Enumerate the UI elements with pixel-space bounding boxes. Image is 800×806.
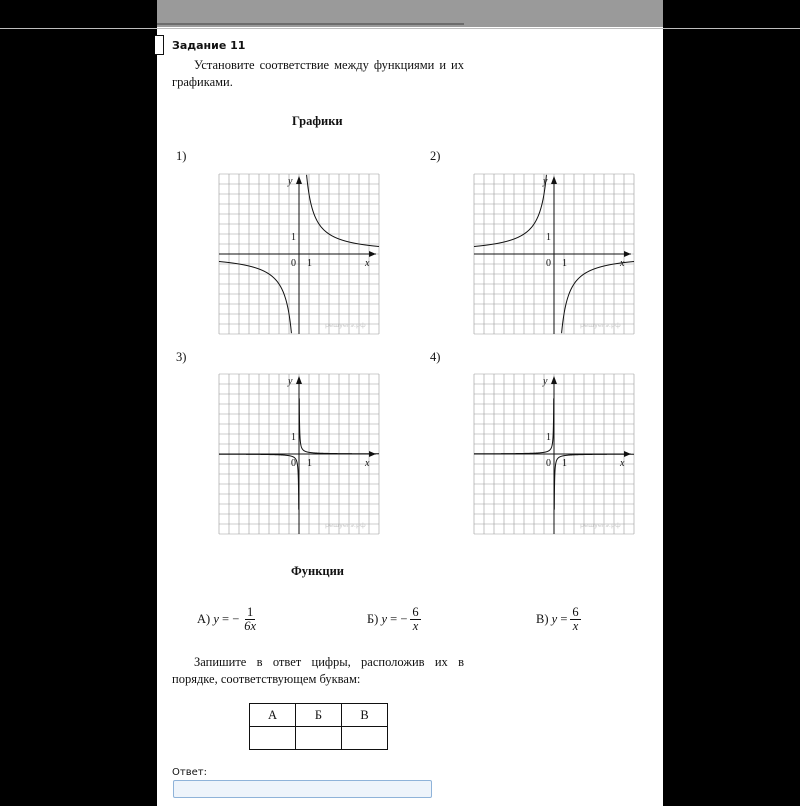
- fraction-numerator: 6: [412, 605, 419, 619]
- function-letter: В): [536, 612, 549, 626]
- function-v: [536, 606, 581, 633]
- function-eq: =: [560, 612, 568, 626]
- table-cell-v: [342, 727, 388, 750]
- x-axis-label: x: [365, 458, 370, 469]
- functions-heading: Функции: [291, 564, 344, 578]
- x-axis-label: x: [620, 458, 625, 469]
- y-axis-arrow: [296, 176, 302, 184]
- y-unit-label: 1: [291, 432, 296, 443]
- graph-3: [219, 374, 379, 534]
- graph-label-3: 3): [176, 350, 187, 364]
- answer-input[interactable]: [173, 780, 432, 798]
- function-eq: =: [390, 612, 398, 626]
- x-unit-label: 1: [307, 258, 312, 269]
- function-letter: А): [197, 612, 211, 626]
- y-axis-label: y: [288, 376, 293, 387]
- table-header-v: В: [342, 704, 388, 727]
- answer-label: Ответ:: [172, 767, 207, 778]
- fraction-numerator: 1: [247, 605, 254, 619]
- function-var: y: [551, 612, 558, 626]
- origin-label: 0: [546, 458, 551, 469]
- graph-4: [474, 374, 634, 534]
- x-axis-label: x: [365, 258, 370, 269]
- y-unit-label: 1: [546, 232, 551, 243]
- hyperbola-branch: [219, 262, 291, 334]
- top-bar-line: [157, 23, 464, 25]
- function-sign: −: [232, 612, 240, 626]
- x-axis-arrow: [369, 251, 376, 257]
- y-axis-arrow: [551, 376, 557, 384]
- task-title: Задание 11: [172, 39, 246, 52]
- function-eq: =: [222, 612, 230, 626]
- x-axis-arrow: [624, 251, 631, 257]
- function-fraction: [410, 606, 420, 633]
- function-a: [197, 606, 258, 633]
- task-checkbox[interactable]: [155, 35, 164, 55]
- fraction-denominator: x: [572, 619, 579, 633]
- hyperbola-branch: [307, 175, 379, 247]
- y-axis-label: y: [543, 176, 548, 187]
- function-var: y: [381, 612, 388, 626]
- graph-label-1: 1): [176, 149, 187, 163]
- function-sign: −: [400, 612, 408, 626]
- hyperbola-branch: [474, 175, 546, 247]
- y-axis-arrow: [296, 376, 302, 384]
- table-header-b: Б: [296, 704, 342, 727]
- y-unit-label: 1: [291, 232, 296, 243]
- x-unit-label: 1: [562, 258, 567, 269]
- graph-label-2: 2): [430, 149, 441, 163]
- x-axis-label: x: [620, 258, 625, 269]
- table-cell-a: [250, 727, 296, 750]
- function-letter: Б): [367, 612, 379, 626]
- fraction-denominator: 6x: [244, 619, 257, 633]
- graph-label-4: 4): [430, 350, 441, 364]
- watermark: решуегэ.рф: [325, 321, 366, 329]
- graphs-heading: Графики: [292, 114, 343, 128]
- y-axis-label: y: [543, 376, 548, 387]
- origin-label: 0: [546, 258, 551, 269]
- fraction-denominator: x: [412, 619, 419, 633]
- answer-instruction: Запишите в ответ цифры, расположив их в порядке, соответствующем буквам:: [172, 655, 464, 686]
- function-fraction: [242, 606, 258, 633]
- watermark: решуегэ.рф: [325, 521, 366, 529]
- header-divider: [0, 28, 800, 29]
- origin-label: 0: [291, 258, 296, 269]
- y-axis-arrow: [551, 176, 557, 184]
- table-cell-b: [296, 727, 342, 750]
- page-top-bar: [157, 0, 663, 27]
- watermark: решуегэ.рф: [580, 321, 621, 329]
- watermark: решуегэ.рф: [580, 521, 621, 529]
- origin-label: 0: [291, 458, 296, 469]
- y-axis-label: y: [288, 176, 293, 187]
- task-instruction: Установите соответствие между функциями и их графиками.: [172, 58, 464, 89]
- table-header-a: А: [250, 704, 296, 727]
- x-unit-label: 1: [562, 458, 567, 469]
- graph-2: [474, 174, 634, 334]
- y-unit-label: 1: [546, 432, 551, 443]
- function-b: [367, 606, 421, 633]
- function-fraction: [570, 606, 580, 633]
- fraction-numerator: 6: [572, 605, 579, 619]
- x-unit-label: 1: [307, 458, 312, 469]
- graph-1: [219, 174, 379, 334]
- function-var: y: [213, 612, 219, 626]
- answer-table: [249, 703, 388, 750]
